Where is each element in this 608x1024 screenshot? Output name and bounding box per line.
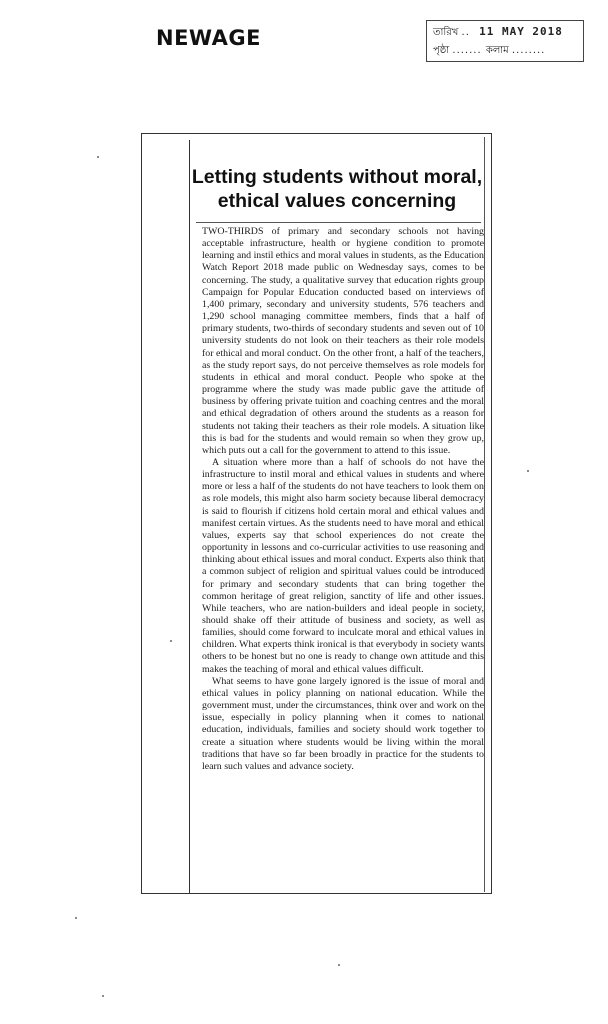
scan-speck [527,470,529,472]
stamp-page-label: পৃষ্ঠা [433,45,450,56]
stamp-page-row [433,43,545,60]
scan-speck [75,917,77,919]
article-paragraph-2: A situation where more than a half of schools do not have the infrastructure to instil moral and ethical values in students and where more or less a half of the students do not have teachers to look them on as role models, this might also harm society because liberal democracy is said to flourish if citizens hold certain moral and ethical values and manifest certain virtues. As the students need to have moral and ethical values, experts say that school experiences do not create the opportunity in lessons and co-curricular activities to use reasoning and thinking about ethical issues and moral conduct. Experts also think that a common subject of religion and spiritual values could be introduced for primary and secondary students that can bring together the common heritage of great religion, sanctity of life and other issues. While teachers, who are nation-builders and ideal people in society, should shake off their attitude of business and society, as well as families, should come forward to inculcate moral and ethical values in children. What experts think ironical is that everybody in society wants others to be honest but no one is ready to change own attitude and this makes the teaching of moral and ethical values difficult. [202,456,484,675]
article-paragraph-1: TWO-THIRDS of primary and secondary schools not having acceptable infrastructure, health or hygiene condition to promote learning and instil ethics and moral values in students, as the Education Watch Report 2018 made public on Wednesday says, comes to be concerning. The study, a qualitative survey that education rights group Campaign for Popular Education conducted based on interviews of 1,400 primary, secondary and university students, 576 teachers and 1,290 school managing committee members, finds that a half of primary students, two-thirds of secondary students and seven out of 10 university students do not look on their teachers as their role models for ethical and moral conduct. On the other front, a half of the teachers, as the study report says, do not perceive themselves as role models for students in ethical and moral conduct. People who spoke at the programme where the study was made public gave the attitude of business by offering private tuition and coaching centres and the moral and ethical degradation of others around the students as a reason for students not taking their teachers as their role models. A situation like this is bad for the students and would remain so when they grow up, which puts out a call for the government to attend to this issue. [202,226,484,456]
stamp-dots-2: ....... [452,45,486,56]
article-body [202,226,484,773]
newspaper-masthead: NEWAGE [156,26,261,50]
stamp-date-label: তারিখ [433,27,459,38]
clipping-column-line [189,140,190,894]
article-headline: Letting students without moral, ethical values concerning [191,166,483,212]
stamp-date-row [433,25,563,42]
article-paragraph-3: What seems to have gone largely ignored is the issue of moral and ethical values in policy planning on national education. While the government must, under the circumstances, think over and work on the issue, especially in policy planning when it comes to national education, individuals, families and society should work together to create a situation where students would be living within the moral traditions that have so far been broadly in practice for the students to learn such values and advance society. [202,675,484,772]
scan-speck [170,640,172,642]
scan-speck [102,995,104,997]
date-stamp [426,20,584,62]
stamp-column-label: কলাম [485,45,509,56]
scan-speck [97,156,99,158]
stamp-date-value: 11 MAY 2018 [479,25,563,38]
stamp-dots: .. [461,27,470,38]
clipping-right-line [484,137,485,892]
stamp-dots-3: ........ [511,45,546,56]
scan-speck [338,964,340,966]
headline-rule [196,222,481,223]
